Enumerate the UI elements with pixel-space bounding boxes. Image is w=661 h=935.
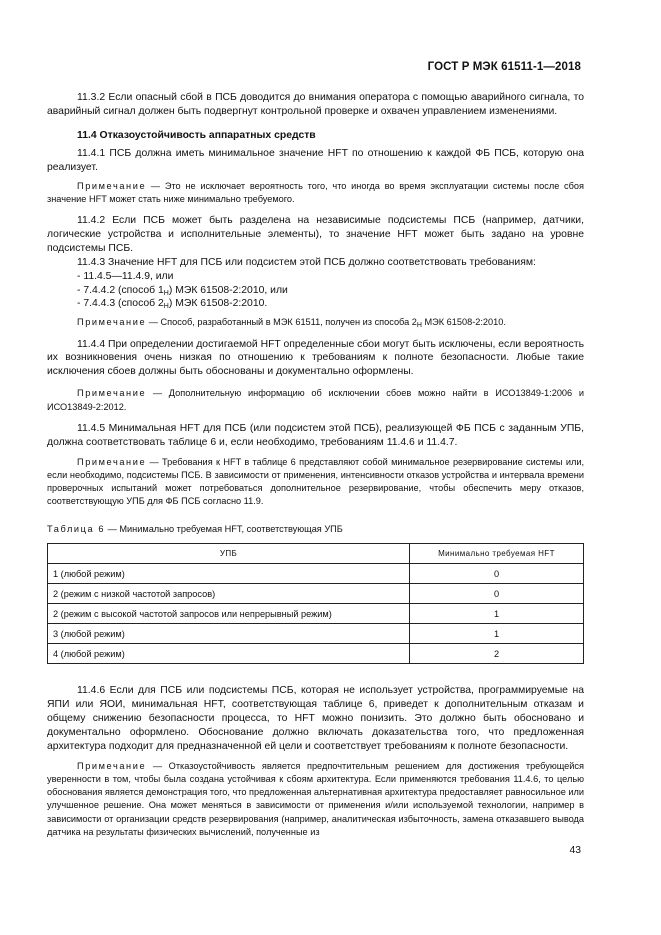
note-5-text: — Отказоустойчивость является предпочтительным решением для достижения требующейся уверенности в том, чтобы была создана устойчивая к сбоям архитектура. Если применяются требования 11.4.6, то целью обоснования является демонстрация того, что предложенная альтернативная архитектура предоставляет равносильное или улучшенное решение. Она может меняться в зависимости от применения и/или используемой технологии, например в зависимости от организации средств резервирования (например, аналитическая избыточность, замена отказавшего вывода датчика на результаты физических вычислений, полученные из [47,760,584,837]
section-heading-11-4: 11.4 Отказоустойчивость аппаратных средств [77,129,316,141]
list-item-2-text: - 7.4.4.2 (способ 1 [77,284,164,296]
list-item-2 [47,284,584,298]
note-label: Примечание [77,760,147,771]
table-cell: 1 [410,604,584,624]
table-header-cell: УПБ [48,544,410,564]
subscript: H [163,289,169,297]
table-header-cell: Минимально требуемая HFT [410,544,584,564]
table-label: Таблица 6 [47,524,106,535]
table-header-row [48,544,584,564]
table-cell: 0 [410,584,584,604]
page-content [47,91,584,839]
list-item-3-tail: ) МЭК 61508-2:2010. [168,298,268,310]
table-cell: 2 (режим с низкой частотой запросов) [48,584,410,604]
paragraph-11-4-2: 11.4.2 Если ПСБ может быть разделена на независимые подсистемы ПСБ (например, датчики, логические устройства и исполнительные элементы), то значение HFT может быть задано на уровне подсистемы ПСБ. [47,215,584,254]
table-row [48,584,584,604]
table-title: — Минимально требуемая HFT, соответствующая УПБ [105,524,343,535]
table-row [48,644,584,664]
document-header: ГОСТ Р МЭК 61511-1—2018 [427,61,581,73]
table-row [48,624,584,644]
note-2-tail: МЭК 61508-2:2010. [421,317,506,328]
note-2 [47,316,584,329]
hft-table [47,543,584,664]
table-caption [47,523,584,536]
table-cell: 1 [410,624,584,644]
note-4-text: — Требования к HFT в таблице 6 представляют собой минимальное резервирование системы или, если необходимо, подсистемы ПСБ. В зависимости от применения, интенсивности отказов устройства и интервала времени проверочных испытаний может потребоваться дополнительное резервирование, чтобы обеспечить меру отказов, соответствующую УПБ для ФБ ПСБ согласно 11.9. [47,456,584,507]
paragraph-11-4-1: 11.4.1 ПСБ должна иметь минимальное значение HFT по отношению к каждой ФБ ПСБ, которую она реализует. [47,147,584,173]
note-label: Примечание [77,317,147,328]
list-item-3 [47,297,584,311]
table-cell: 1 (любой режим) [48,564,410,584]
table-cell: 3 (любой режим) [48,624,410,644]
paragraph-11-4-6: 11.4.6 Если для ПСБ или подсистемы ПСБ, которая не использует устройства, программируемые на ЯПИ или ЯОИ, минимальная HFT, соответствующая таблице 6, приведет к дополнительным отказам и общему снижению безопасности процесса, то HFT можно понизить. Это должно быть обосновано и документально оформлено. Обоснование должно включать доказательства того, что предложенная архитектура подходит для предназначенной ей цели и соответствует требованиям к полноте безопасности. [47,685,584,752]
list-item-3-text: - 7.4.4.3 (способ 2 [77,298,164,310]
list-item-2-tail: ) МЭК 61508-2:2010, или [168,284,288,296]
paragraph-11-4-5: 11.4.5 Минимальная HFT для ПСБ (или подсистем этой ПСБ), реализующей ФБ ПСБ с заданным УПБ, должна соответствовать таблице 6 и, если необходимо, требованиям 11.4.6 и 11.4.7. [47,422,584,448]
note-3-text: — Дополнительную информацию об исключении сбоев можно найти в ИСО13849-1:2006 и ИСО13849-2:2012. [47,388,584,412]
note-5 [47,760,584,839]
subscript: H [163,303,169,311]
page-number: 43 [569,845,581,856]
subscript: H [416,322,422,330]
table-row [48,604,584,624]
note-1-text: — Это не исключает вероятность того, что иногда во время эксплуатации системы после сбоя значение HFT может стать ниже минимально требуемого. [47,180,584,204]
table-cell: 2 (режим с высокой частотой запросов или непрерывный режим) [48,604,410,624]
paragraph-11-3-2: 11.3.2 Если опасный сбой в ПСБ доводится до внимания оператора с помощью аварийного сигнала, то аварийный сигнал должен быть подвергнут контрольной проверке и охвачен управлением изменениями. [47,92,584,117]
note-1 [47,180,584,206]
note-3 [47,387,584,413]
note-label: Примечание [77,456,147,467]
note-4 [47,456,584,509]
note-2-text: — Способ, разработанный в МЭК 61511, получен из способа 2 [146,317,417,328]
note-label: Примечание [77,388,147,399]
table-cell: 0 [410,564,584,584]
paragraph-11-4-4: 11.4.4 При определении достигаемой HFT определенные сбои могут быть исключены, если вероятность их возникновения очень низкая по отношению к требованиям к полноте безопасности. Любые такие исключения сбоев должны быть обоснованы и документально оформлены. [47,338,585,378]
note-label: Примечание [77,180,147,191]
paragraph-11-4-3: 11.4.3 Значение HFT для ПСБ или подсистем этой ПСБ должно соответствовать требованиям: [77,256,536,268]
table-row [48,564,584,584]
list-item-1: - 11.4.5—11.4.9, или [77,270,174,282]
table-cell: 2 [410,644,584,664]
table-cell: 4 (любой режим) [48,644,410,664]
